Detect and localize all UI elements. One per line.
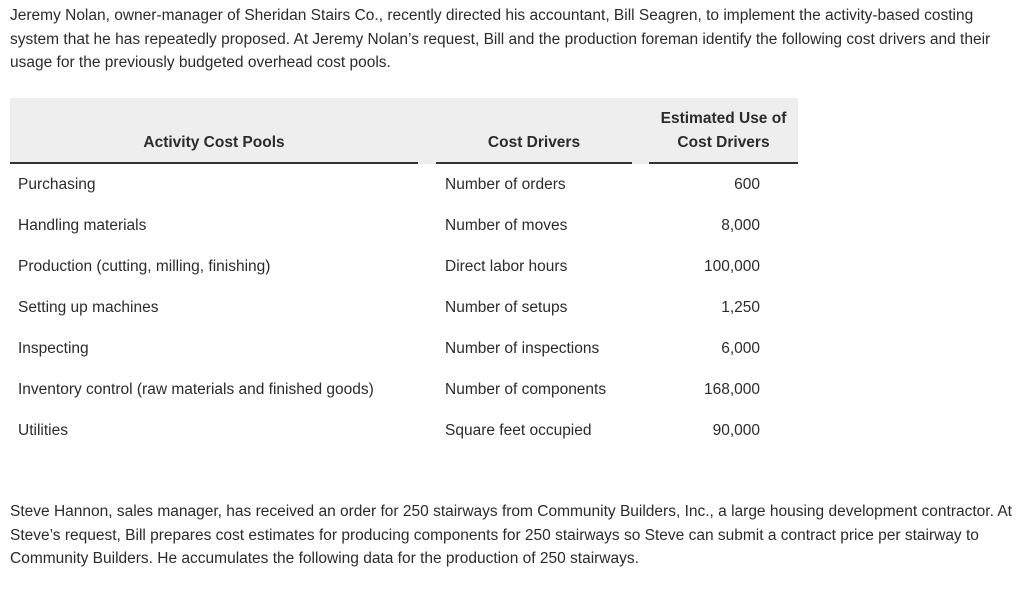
estimated-use: 1,250: [721, 299, 760, 316]
cost-driver: Direct labor hours: [445, 258, 568, 275]
header-estimated-use: [649, 107, 798, 155]
header-cost-drivers: Cost Drivers: [487, 134, 581, 151]
cost-driver: Number of components: [445, 381, 607, 398]
cost-driver: Number of orders: [445, 176, 566, 193]
cost-driver: Number of inspections: [445, 340, 600, 357]
estimated-use: 8,000: [721, 217, 760, 234]
estimated-use: 90,000: [712, 422, 760, 439]
table-header: [10, 98, 798, 164]
header-rule: [649, 162, 798, 164]
activity-cost-pool: Purchasing: [18, 176, 96, 193]
estimated-use: 6,000: [721, 340, 760, 357]
table-row: [10, 214, 798, 255]
header-estimated-use-line1: Estimated Use of: [660, 110, 787, 127]
activity-cost-pool: Production (cutting, milling, finishing): [18, 258, 271, 275]
intro-paragraph: Jeremy Nolan, owner-manager of Sheridan Stairs Co., recently directed his accountant, Bill Seagren, to implement the activity-based costing system that he has repeatedly proposed. At Jeremy Nolan’s request, Bill and the production foreman identify the following cost drivers and their usage for the previously budgeted overhead cost pools.: [10, 7, 991, 71]
activity-cost-pool: Setting up machines: [18, 299, 159, 316]
activity-cost-pool: Handling materials: [18, 217, 147, 234]
table-row: [10, 255, 798, 296]
cost-driver: Square feet occupied: [445, 422, 592, 439]
cost-driver: Number of setups: [445, 299, 568, 316]
cost-driver-table: [10, 98, 798, 460]
table-row: [10, 337, 798, 378]
table-body: [10, 173, 798, 460]
estimated-use: 168,000: [703, 381, 760, 398]
activity-cost-pool: Inspecting: [18, 340, 89, 357]
header-activity-cost-pools: Activity Cost Pools: [143, 134, 285, 151]
table-row: [10, 378, 798, 419]
header-estimated-use-line2: Cost Drivers: [677, 134, 770, 151]
header-rule: [436, 162, 632, 164]
header-rule: [10, 162, 418, 164]
estimated-use: 600: [734, 176, 760, 193]
order-paragraph: Steve Hannon, sales manager, has received an order for 250 stairways from Community Builders, Inc., a large housing development contractor. At Steve’s request, Bill prepares cost estimates for producing components for 250 stairways so Steve can submit a contract price per stairway to Community Builders. He accumulates the following data for the production of 250 stairways.: [10, 503, 1012, 567]
activity-cost-pool: Inventory control (raw materials and finished goods): [18, 381, 374, 398]
activity-cost-pool: Utilities: [18, 422, 68, 439]
table-row: [10, 419, 798, 460]
table-row: [10, 173, 798, 214]
estimated-use: 100,000: [703, 258, 760, 275]
cost-driver: Number of moves: [445, 217, 568, 234]
table-row: [10, 296, 798, 337]
